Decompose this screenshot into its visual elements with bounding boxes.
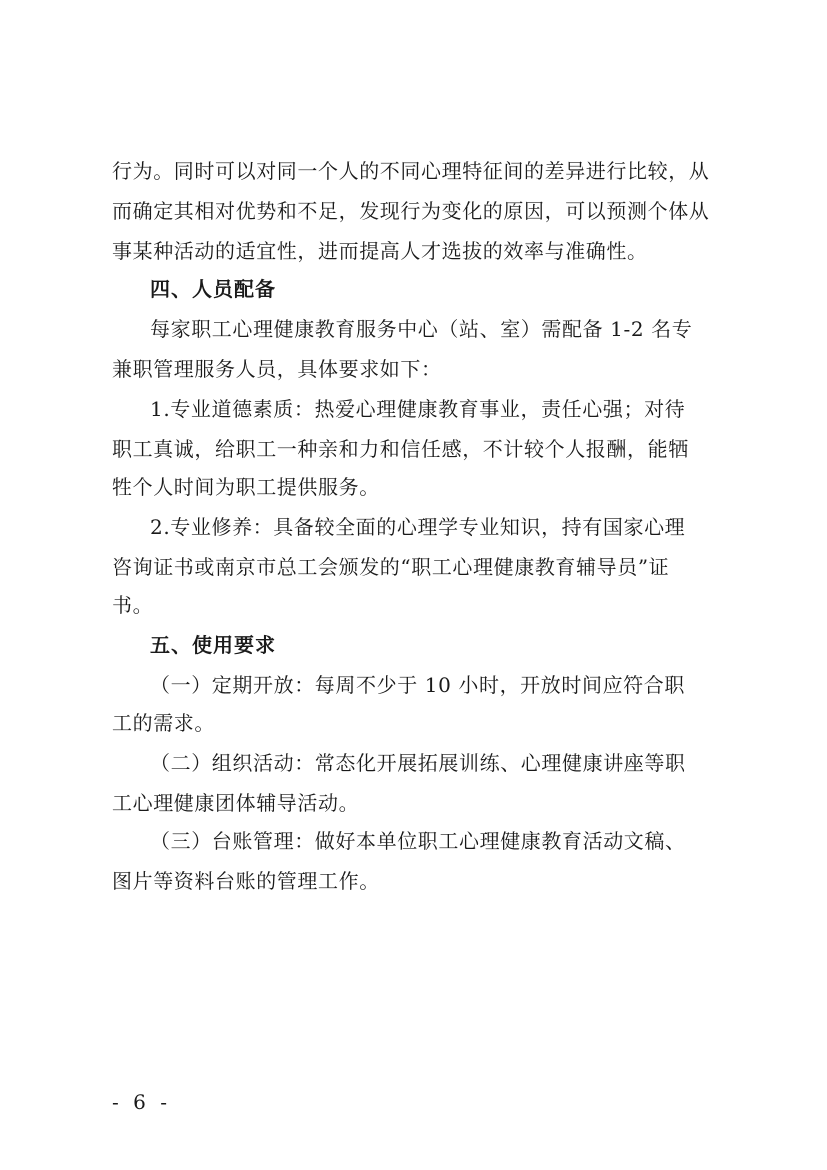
body-text-line: 每家职工心理健康教育服务中心（站、室）需配备 1-2 名专 [150, 317, 693, 341]
body-text-line: 兼职管理服务人员，具体要求如下： [112, 357, 442, 381]
body-text-line: 行为。同时可以对同一个人的不同心理特征间的差异进行比较，从 [112, 159, 710, 183]
list-item-line: 2.专业修养：具备较全面的心理学专业知识，持有国家心理 [150, 515, 686, 539]
list-item-line: （一）定期开放：每周不少于 10 小时，开放时间应符合职 [150, 673, 685, 697]
body-text-line: 工的需求。 [112, 711, 215, 735]
body-text-line: 事某种活动的适宜性，进而提高人才选拔的效率与准确性。 [112, 239, 648, 263]
section-heading-usage: 五、使用要求 [150, 633, 276, 657]
list-item-line: （二）组织活动：常态化开展拓展训练、心理健康讲座等职 [150, 751, 686, 775]
body-text-line: 书。 [112, 593, 154, 617]
list-item-line: （三）台账管理：做好本单位职工心理健康教育活动文稿、 [150, 829, 686, 853]
body-text-line: 职工真诚，给职工一种亲和力和信任感，不计较个人报酬，能牺 [112, 437, 689, 461]
body-text-line: 咨询证书或南京市总工会颁发的“职工心理健康教育辅导员”证 [112, 555, 670, 579]
body-text-line: 而确定其相对优势和不足，发现行为变化的原因，可以预测个体从 [112, 199, 710, 223]
body-text-line: 牲个人时间为职工提供服务。 [112, 475, 380, 499]
section-heading-staffing: 四、人员配备 [150, 277, 276, 301]
list-item-line: 1.专业道德素质：热爱心理健康教育事业，责任心强；对待 [150, 397, 686, 421]
body-text-line: 图片等资料台账的管理工作。 [112, 869, 380, 893]
page-number: - 6 - [112, 1090, 171, 1114]
body-text-line: 工心理健康团体辅导活动。 [112, 791, 360, 815]
